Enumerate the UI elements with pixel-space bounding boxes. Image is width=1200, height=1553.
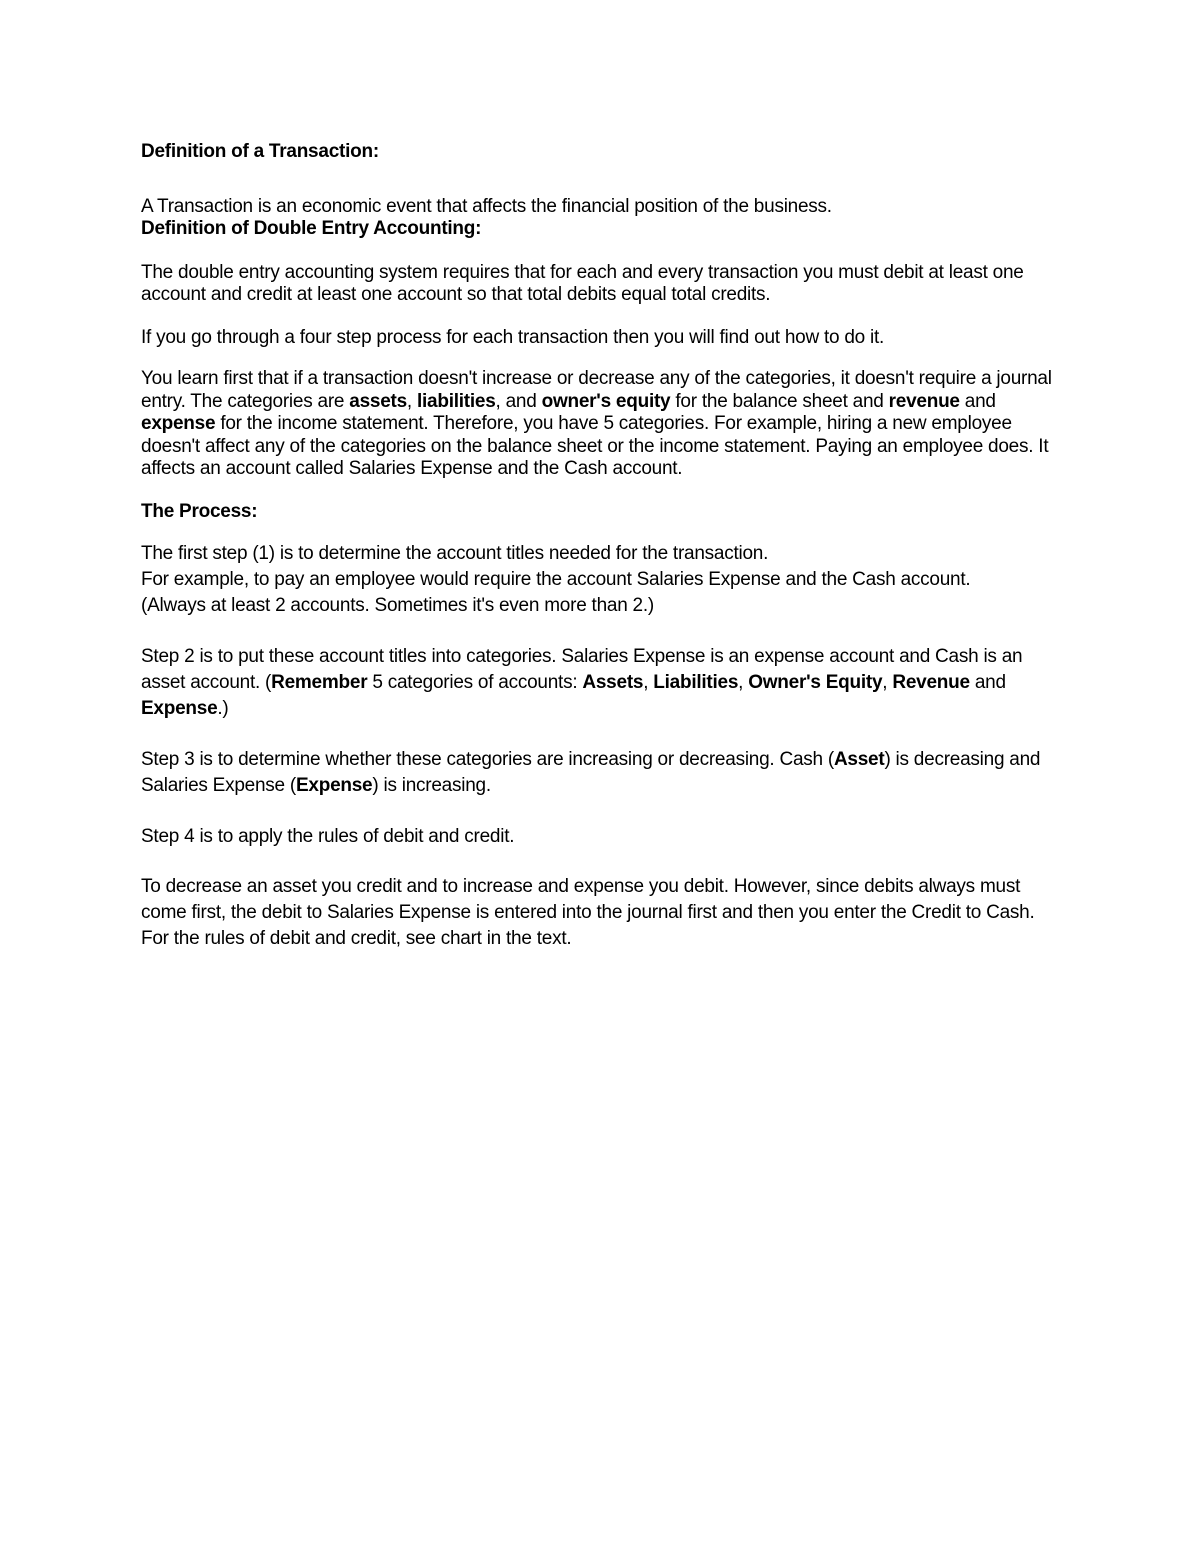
paragraph-step-2: Step 2 is to put these account titles into categories. Salaries Expense is an expense account and Cash is an asset account. (Remember 5 categories of accounts: Assets, Liabilities, Owner's Equity, Revenue and Expense.) <box>141 646 1023 719</box>
term-expense-step3: Expense <box>295 775 373 796</box>
term-expense-cap: Expense <box>141 698 218 719</box>
heading-double-entry: Definition of Double Entry Accounting: <box>141 218 482 239</box>
paragraph-step-3: Step 3 is to determine whether these categories are increasing or decreasing. Cash (Asset) is decreasing and Salaries Expense (Expense) is increasing. <box>141 749 1041 796</box>
term-revenue: revenue <box>888 390 960 412</box>
term-asset: Asset <box>833 749 885 770</box>
heading-transaction: Definition of a Transaction: <box>141 141 379 162</box>
paragraph-debit-credit-rules: To decrease an asset you credit and to increase and expense you debit. However, since debits always must come first, the debit to Salaries Expense is entered into the journal first and then you enter the Credit to Cash. For the rules of debit and credit, see chart in the text. <box>141 876 1035 949</box>
paragraph-transaction-definition: A Transaction is an economic event that affects the financial position of the business. <box>141 195 832 217</box>
paragraph-four-step: If you go through a four step process for each transaction then you will find out how to do it. <box>141 326 885 348</box>
paragraph-step-4: Step 4 is to apply the rules of debit and credit. <box>141 826 515 847</box>
paragraph-double-entry: The double entry accounting system requires that for each and every transaction you must debit at least one account and credit at least one account so that total debits equal total credits. <box>141 261 1024 305</box>
paragraph-step-1 <box>141 541 1061 619</box>
step-1-line: The first step (1) is to determine the account titles needed for the transaction. <box>141 543 769 564</box>
document-body <box>141 141 1061 952</box>
term-owners-equity: owner's equity <box>541 390 671 412</box>
term-revenue-cap: Revenue <box>892 672 970 693</box>
term-assets-cap: Assets <box>582 672 644 693</box>
heading-process: The Process: <box>141 500 258 522</box>
term-expense: expense <box>141 413 216 434</box>
paragraph-categories: You learn first that if a transaction doesn't increase or decrease any of the categories, it doesn't require a journal entry. The categories are assets, liabilities, and owner's equity for the balance sheet and revenue and expense for the income statement. Therefore, you have 5 categories. For example, hiring a new employee doesn't affect any of the categories on the balance sheet or the income statement. Paying an employee does. It affects an account called Salaries Expense and the Cash account. <box>141 368 1052 479</box>
term-remember: Remember <box>271 672 368 693</box>
term-liabilities: liabilities <box>416 390 496 412</box>
term-owners-equity-cap: Owner's Equity <box>748 672 883 693</box>
step-1-note: (Always at least 2 accounts. Sometimes it's even more than 2.) <box>141 595 654 616</box>
term-liabilities-cap: Liabilities <box>653 672 739 693</box>
term-assets: assets <box>349 390 407 412</box>
step-1-example: For example, to pay an employee would require the account Salaries Expense and the Cash account. <box>141 569 971 590</box>
